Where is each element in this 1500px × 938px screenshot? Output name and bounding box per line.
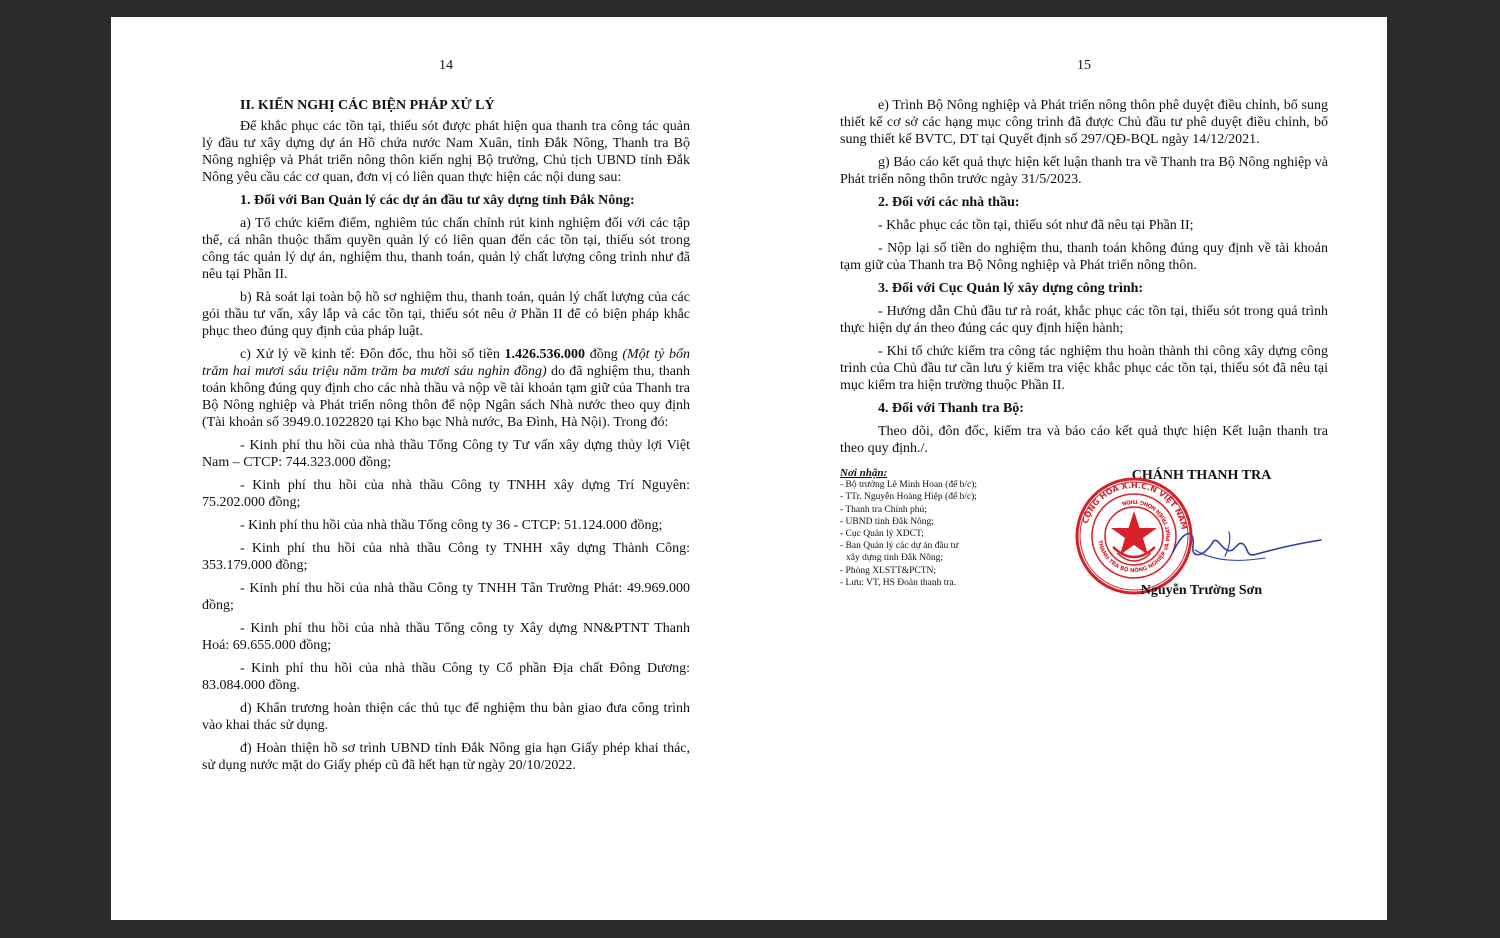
page-number: 14	[439, 58, 453, 73]
recipients-list	[840, 467, 1040, 589]
page-15	[840, 17, 1328, 920]
recipient: - Thanh tra Chính phủ;	[840, 504, 927, 515]
svg-text:CỘNG HÒA X.H.C.N VIỆT NAM: CỘNG HÒA X.H.C.N VIỆT NAM	[1080, 480, 1189, 531]
item-d: d) Khẩn trương hoàn thiện các thủ tục để nghiệm thu bàn giao đưa công trình vào khai thác sử dụng.	[202, 701, 690, 733]
item-g: g) Báo cáo kết quả thực hiện kết luận thanh tra về Thanh tra Bộ Nông nghiệp và Phát triển nông thôn trước ngày 31/5/2023.	[840, 155, 1328, 187]
page-body	[202, 97, 690, 780]
svg-text:THANH TRA BỘ NÔNG NGHIỆP VÀ PH: THANH TRA BỘ NÔNG NGHIỆP VÀ PHÁT TRIỂN NÔNG THÔN	[1096, 497, 1173, 575]
recovery-item: - Kinh phí thu hồi của nhà thầu Tổng công ty 36 - CTCP: 51.124.000 đồng;	[240, 518, 663, 533]
recipient: - Lưu: VT, HS Đoàn thanh tra.	[840, 577, 957, 588]
item-c	[202, 346, 690, 431]
recovery-item: - Kinh phí thu hồi của nhà thầu Công ty TNHH xây dựng Trí Nguyên: 75.202.000 đồng;	[202, 478, 690, 510]
item-dd: đ) Hoàn thiện hồ sơ trình UBND tỉnh Đắk Nông gia hạn Giấy phép khai thác, sử dụng nước mặt do Giấy phép cũ đã hết hạn từ ngày 20/10/2022.	[202, 741, 690, 773]
recovery-item: - Kinh phí thu hồi của nhà thầu Công ty TNHH Tân Trường Phát: 49.969.000 đồng;	[202, 581, 690, 613]
item-e: e) Trình Bộ Nông nghiệp và Phát triển nông thôn phê duyệt điều chỉnh, bổ sung thiết kế cơ sở các hạng mục công trình đã được Chủ đầu tư phê duyệt điều chỉnh, bổ sung thiết kế BVTC, DT tại Quyết định số 297/QĐ-BQL ngày 14/12/2021.	[840, 98, 1328, 147]
item-c-words: (Một tỷ bốn trăm hai mươi sáu triệu năm trăm ba mươi sáu nghìn đồng)	[202, 347, 690, 379]
recipient: - Phòng XLSTT&PCTN;	[840, 565, 937, 576]
signer-name: Nguyễn Trường Sơn	[1140, 583, 1263, 598]
item-c-amount: 1.426.536.000	[504, 347, 586, 362]
section-heading: II. KIẾN NGHỊ CÁC BIỆN PHÁP XỬ LÝ	[240, 98, 495, 113]
recovery-item: - Kinh phí thu hồi của nhà thầu Tổng công ty Xây dựng NN&PTNT Thanh Hoá: 69.655.000 đồng;	[202, 621, 690, 653]
signature-block	[1075, 467, 1328, 607]
document-sheet	[111, 17, 1387, 920]
section-2-title: 2. Đối với các nhà thầu:	[878, 195, 1020, 210]
recipient: - Bộ trưởng Lê Minh Hoan (để b/c);	[840, 480, 978, 491]
recipient: - TTr. Nguyễn Hoàng Hiệp (để b/c);	[840, 492, 977, 503]
recipient: - Cục Quản lý XDCT;	[840, 529, 924, 540]
item-c-post: do đã nghiệm thu, thanh toán không đúng quy định cho các nhà thầu và nộp về tài khoản tạm giữ của Thanh tra Bộ Nông nghiệp và Phát triển nông thôn để nộp Ngân sách Nhà nước theo quy định (Tài khoản số 3949.0.1022820 tại Kho bạc Nhà nước, Ba Đình, Hà Nội). Trong đó:	[202, 364, 690, 430]
signature-footer	[840, 467, 1328, 607]
section-2-item: - Khắc phục các tồn tại, thiếu sót như đã nêu tại Phần II;	[878, 218, 1194, 233]
recipient: xây dựng tỉnh Đắk Nông;	[846, 553, 943, 564]
intro-paragraph: Để khắc phục các tồn tại, thiếu sót được phát hiện qua thanh tra công tác quản lý đầu tư xây dựng dự án Hồ chứa nước Nam Xuân, tỉnh Đắk Nông, Thanh tra Bộ Nông nghiệp và Phát triển nông thôn kiến nghị Bộ trưởng, Chủ tịch UBND tỉnh Đắk Nông yêu cầu các cơ quan, đơn vị có liên quan thực hiện các nội dung sau:	[202, 119, 690, 185]
recovery-item: - Kinh phí thu hồi của nhà thầu Công ty Cổ phần Địa chất Đông Dương: 83.084.000 đồng.	[202, 661, 690, 693]
recovery-item: - Kinh phí thu hồi của nhà thầu Công ty TNHH xây dựng Thành Công: 353.179.000 đồng;	[202, 541, 690, 573]
section-3-title: 3. Đối với Cục Quản lý xây dựng công trình:	[878, 281, 1144, 296]
page-14	[202, 17, 690, 920]
recipient: - Ban Quản lý các dự án đầu tư	[840, 541, 959, 552]
item-c-pre: c) Xử lý về kinh tế: Đôn đốc, thu hồi số tiền	[240, 347, 505, 362]
item-b: b) Rà soát lại toàn bộ hồ sơ nghiệm thu, thanh toán, quản lý chất lượng của các gói thầu tư vấn, xây lắp và các tồn tại, thiếu sót nêu ở Phần II để có biện pháp khắc phục theo đúng quy định của pháp luật.	[202, 290, 690, 339]
recovery-item: - Kinh phí thu hồi của nhà thầu Tổng Công ty Tư vấn xây dựng thủy lợi Việt Nam – CTCP: 744.323.000 đồng;	[202, 438, 690, 470]
signer-title: CHÁNH THANH TRA	[1131, 468, 1272, 483]
section-2-item: - Nộp lại số tiền do nghiệm thu, thanh toán không đúng quy định về tài khoản tạm giữ của Thanh tra Bộ Nông nghiệp và Phát triển nông thôn.	[840, 241, 1328, 273]
section-4-title: 4. Đối với Thanh tra Bộ:	[878, 401, 1024, 416]
section-3-item: - Hướng dẫn Chủ đầu tư rà roát, khắc phục các tồn tại, thiếu sót trong quá trình thực hiện dự án theo đúng các quy định hiện hành;	[840, 304, 1328, 336]
page-body	[840, 97, 1328, 607]
handwritten-signature-icon	[1165, 522, 1325, 572]
recipients-title: Nơi nhận:	[840, 467, 888, 479]
section-3-item: - Khi tổ chức kiểm tra công tác nghiệm thu hoàn thành thi công xây dựng công trình của Chủ đầu tư cần lưu ý kiểm tra việc khắc phục các tồn tại, thiếu sót đã nêu tại mục kiểm tra hiện trường thuộc Phần II.	[840, 344, 1328, 393]
item-a: a) Tổ chức kiểm điểm, nghiêm túc chấn chỉnh rút kinh nghiệm đối với các tập thể, cá nhân thuộc thẩm quyền quản lý có liên quan đến các tồn tại, thiếu sót trong công tác quản lý dự án, nghiệm thu, thanh toán, quản lý chất lượng công trình như đã nêu tại Phần II.	[202, 216, 690, 282]
page-number: 15	[1077, 58, 1091, 73]
recipient: - UBND tỉnh Đắk Nông;	[840, 516, 934, 527]
item-c-unit: đồng	[585, 347, 623, 362]
section-1-title: 1. Đối với Ban Quản lý các dự án đầu tư xây dựng tỉnh Đắk Nông:	[240, 193, 635, 208]
section-4-text: Theo dõi, đôn đốc, kiểm tra và báo cáo kết quả thực hiện Kết luận thanh tra theo quy định./.	[840, 424, 1328, 456]
